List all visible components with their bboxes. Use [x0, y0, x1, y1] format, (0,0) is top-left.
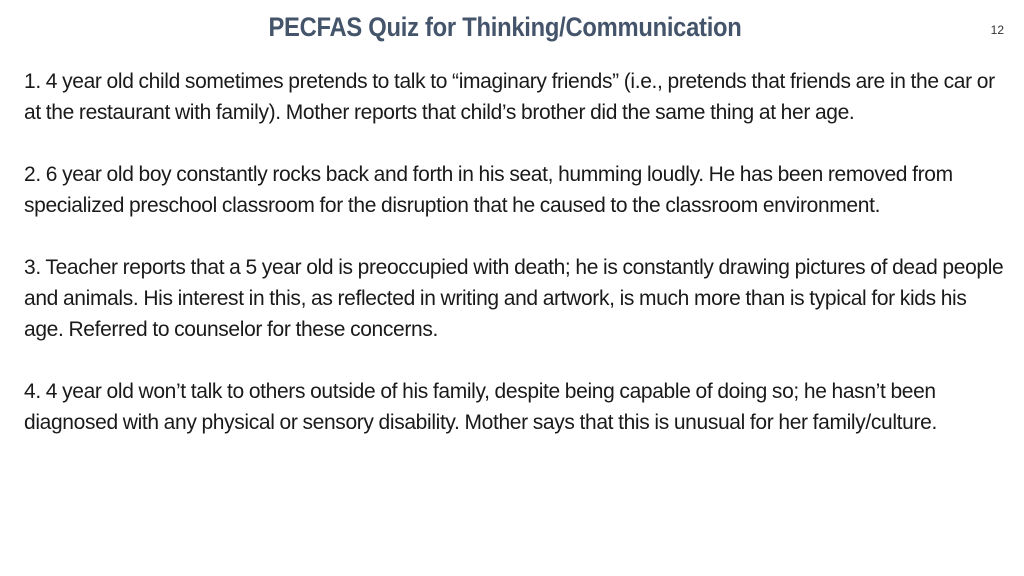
slide-body	[24, 66, 1010, 438]
slide-title: PECFAS Quiz for Thinking/Communication	[268, 12, 742, 42]
quiz-item-1: 1. 4 year old child sometimes pretends to talk to “imaginary friends” (i.e., pretends that friends are in the car or at the restaurant with family). Mother reports that child’s brother did the same thing at her age.	[24, 70, 995, 124]
page-number: 12	[990, 23, 1004, 37]
quiz-item-3: 3. Teacher reports that a 5 year old is preoccupied with death; he is constantly drawing pictures of dead people and animals. His interest in this, as reflected in writing and artwork, is much more than is typical for kids his age. Referred to counselor for these concerns.	[24, 256, 1004, 341]
quiz-item-2: 2. 6 year old boy constantly rocks back and forth in his seat, humming loudly. He has been removed from specialized preschool classroom for the disruption that he caused to the classroom environment.	[24, 163, 953, 217]
quiz-item-4: 4. 4 year old won’t talk to others outside of his family, despite being capable of doing so; he hasn’t been diagnosed with any physical or sensory disability. Mother says that this is unusual for her family/culture.	[24, 380, 937, 434]
